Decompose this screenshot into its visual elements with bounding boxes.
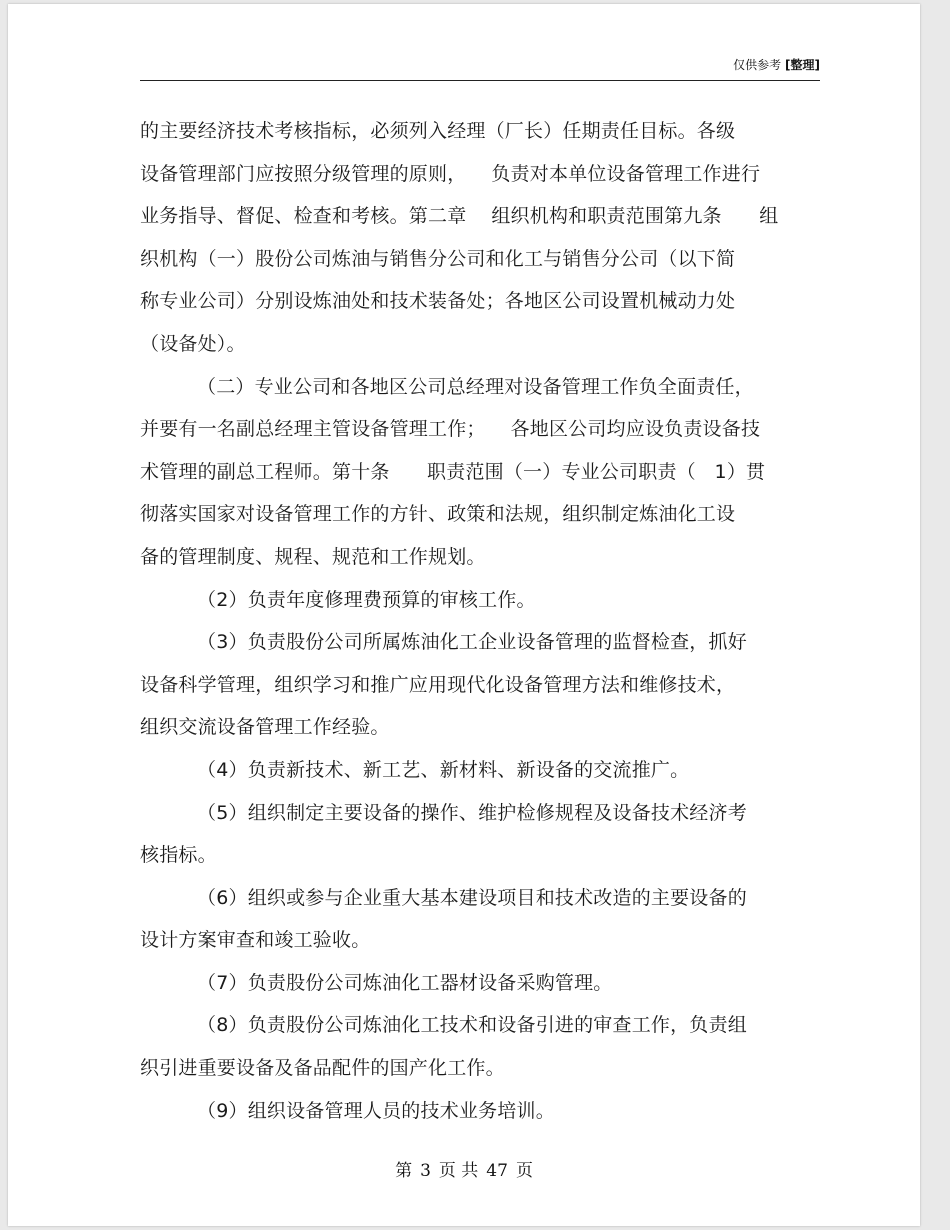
text-line: 设备管理部门应按照分级管理的原则， 负责对本单位设备管理工作进行 — [140, 162, 761, 185]
footer-suffix: 页 — [515, 1161, 533, 1181]
text-line: 称专业公司）分别设炼油处和技术装备处；各地区公司设置机械动力处 — [140, 290, 736, 313]
footer-mid: 页 共 — [438, 1161, 479, 1181]
text-line: 备的管理制度、规程、规范和工作规划。 — [140, 545, 486, 568]
text-line: 织机构（一）股份公司炼油与销售分公司和化工与销售分公司（以下简 — [140, 247, 736, 270]
page-header — [140, 54, 820, 81]
text-line: （二）专业公司和各地区公司总经理对设备管理工作负全面责任， — [197, 375, 754, 398]
text-line: （4）负责新技术、新工艺、新材料、新设备的交流推广。 — [197, 758, 690, 781]
text-line: 设备科学管理，组织学习和推广应用现代化设备管理方法和维修技术， — [140, 673, 736, 696]
footer-page-number: 3 — [420, 1161, 431, 1181]
document-page — [8, 4, 920, 1226]
text-line: 业务指导、督促、检查和考核。第二章 组织机构和职责范围第九条 组 — [140, 205, 779, 228]
text-line: 的主要经济技术考核指标，必须列入经理（厂长）任期责任目标。各级 — [140, 120, 736, 142]
text-line: （9）组织设备管理人员的技术业务培训。 — [197, 1099, 555, 1122]
document-body — [140, 110, 820, 1132]
text-line: 组织交流设备管理工作经验。 — [140, 716, 390, 739]
text-line: 设计方案审查和竣工验收。 — [140, 929, 371, 952]
text-line: （8）负责股份公司炼油化工技术和设备引进的审查工作，负责组 — [197, 1014, 747, 1037]
text-line: （设备处）。 — [140, 332, 246, 355]
header-tag: [整理] — [785, 58, 820, 72]
text-line: 彻落实国家对设备管理工作的方针、政策和法规，组织制定炼油化工设 — [140, 503, 736, 526]
text-line: 织引进重要设备及备品配件的国产化工作。 — [140, 1057, 505, 1080]
footer-prefix: 第 — [395, 1161, 413, 1181]
text-line: 并要有一名副总经理主管设备管理工作； 各地区公司均应设负责设备技 — [140, 418, 761, 441]
text-line: 核指标。 — [140, 844, 217, 867]
header-text: 仅供参考 — [733, 58, 782, 72]
text-line: （6）组织或参与企业重大基本建设项目和技术改造的主要设备的 — [197, 886, 747, 909]
text-line: 术管理的副总工程师。第十条 职责范围（一）专业公司职责（ 1）贯 — [140, 460, 766, 483]
text-line: （2）负责年度修理费预算的审核工作。 — [197, 588, 536, 611]
footer-total-pages: 47 — [486, 1161, 508, 1181]
text-line: （7）负责股份公司炼油化工器材设备采购管理。 — [197, 971, 613, 994]
text-line: （5）组织制定主要设备的操作、维护检修规程及设备技术经济考 — [197, 801, 747, 824]
page-footer — [8, 1156, 920, 1181]
text-line: （3）负责股份公司所属炼油化工企业设备管理的监督检查，抓好 — [197, 631, 747, 654]
